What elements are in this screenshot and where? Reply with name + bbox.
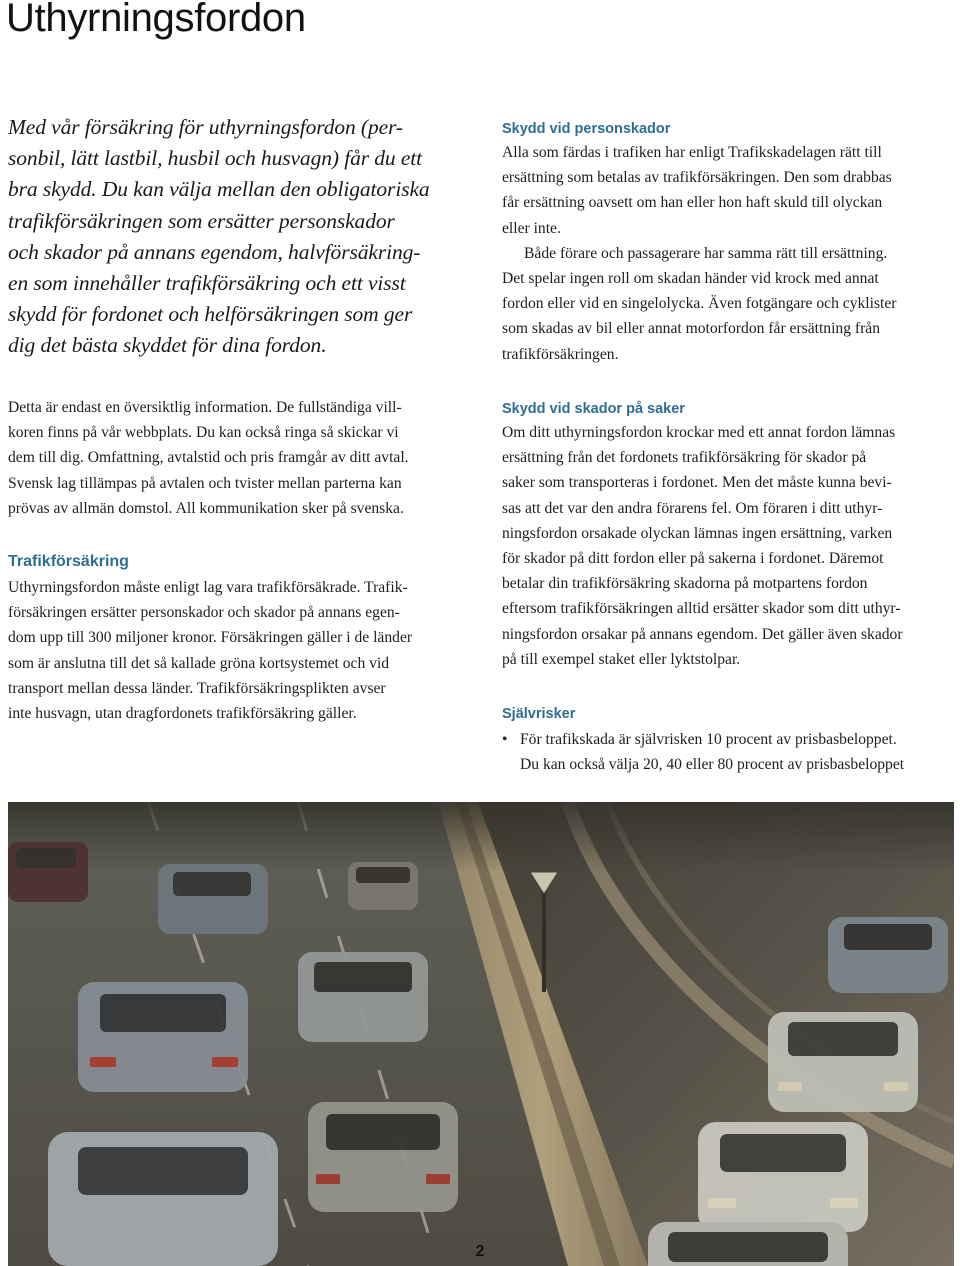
sjalvrisker-heading: Självrisker — [502, 706, 576, 722]
overview-section — [8, 395, 464, 521]
personskador-line: får ersättning oavsett om han eller hon haft skuld till olyckan — [502, 194, 883, 212]
intro-line: dig det bästa skyddet för dina fordon. — [8, 333, 327, 358]
highway-traffic-photo — [8, 802, 954, 1266]
personskador-line: Alla som färdas i trafiken har enligt Trafikskadelagen rätt till — [502, 144, 882, 161]
overview-line: Svensk lag tillämpas på avtalen och tvister mellan parterna kan — [8, 474, 402, 492]
personskador-line: Det spelar ingen roll om skadan händer vid krock med annat — [502, 270, 879, 288]
list-item — [502, 727, 952, 777]
trafik-line: som är anslutna till det så kallade gröna kortsystemet och vid — [8, 654, 390, 672]
page-number: 2 — [475, 1243, 485, 1260]
trafik-line: Uthyrningsfordon måste enligt lag vara trafikförsäkrade. Trafik- — [8, 579, 408, 596]
personskador-line: Både förare och passagerare har samma rätt till ersättning. — [524, 244, 888, 262]
page-title: Uthyrningsfordon — [6, 0, 306, 40]
intro-line: bra skydd. Du kan välja mellan den obligatoriska — [8, 177, 430, 202]
saker-line: eftersom trafikförsäkringen alltid ersätter skador som ditt uthyr- — [502, 600, 901, 618]
personskador-heading: Skydd vid personskador — [502, 121, 671, 137]
trafik-line: dom upp till 300 miljoner kronor. Försäkringen gäller i de länder — [8, 629, 413, 647]
saker-line: Om ditt uthyrningsfordon krockar med ett annat fordon lämnas — [502, 424, 896, 441]
intro-line: Med vår försäkring för uthyrningsfordon (per- — [8, 115, 403, 139]
saker-line: saker som transporteras i fordonet. Men det måste kunna bevi- — [502, 474, 892, 492]
sjalvrisker-section — [502, 703, 952, 777]
saker-line: sas att det var den andra förarens fel. Om föraren i ditt uthyr- — [502, 499, 883, 517]
intro-line: skydd för fordonet och helförsäkringen som ger — [8, 302, 413, 327]
sjalvrisker-list — [502, 727, 952, 777]
personskador-line: som skadas av bil eller annat motorfordon får ersättning från — [502, 320, 881, 338]
saker-section — [502, 398, 952, 672]
trafik-line: inte husvagn, utan dragfordonets trafikförsäkring gäller. — [8, 705, 357, 723]
overview-line: Detta är endast en översiktlig information. De fullständiga vill- — [8, 399, 402, 416]
saker-line: ersättning från det fordonets trafikförsäkring för skador på — [502, 449, 867, 467]
saker-line: på till exempel staket eller lyktstolpar. — [502, 650, 741, 668]
intro-section — [8, 112, 464, 362]
trafik-heading: Trafikförsäkring — [8, 553, 129, 570]
intro-line: sonbil, lätt lastbil, husbil och husvagn) får du ett — [8, 146, 423, 171]
saker-heading: Skydd vid skador på saker — [502, 401, 685, 417]
trafik-line: försäkringen ersätter personskador och skador på annans egen- — [8, 604, 400, 622]
intro-line: och skador på annans egendom, halvförsäkring- — [8, 239, 421, 264]
list-item-text: För trafikskada är självrisken 10 procent av prisbasbeloppet. — [520, 731, 897, 748]
personskador-line: fordon eller vid en singelolycka. Även fotgängare och cyklister — [502, 295, 897, 313]
saker-line: för skador på ditt fordon eller på sakerna i fordonet. Däremot — [502, 550, 884, 568]
intro-line: trafikförsäkringen som ersätter personskador — [8, 208, 395, 233]
trafik-line: transport mellan dessa länder. Trafikförsäkringsplikten avser — [8, 679, 386, 697]
personskador-line: ersättning som betalas av trafikförsäkringen. Den som drabbas — [502, 169, 892, 187]
personskador-line: trafikförsäkringen. — [502, 345, 619, 363]
personskador-section — [502, 118, 952, 367]
overview-line: dem till dig. Omfattning, avtalstid och pris framgår av ditt avtal. — [8, 449, 409, 467]
overview-line: koren finns på vår webbplats. Du kan också ringa så skickar vi — [8, 424, 399, 442]
list-item-text: Du kan också välja 20, 40 eller 80 procent av prisbasbeloppet — [520, 756, 905, 774]
saker-line: ningsfordon orsakade olyckan lämnas ingen ersättning, varken — [502, 524, 893, 542]
saker-line: ningsfordon orsakar på annans egendom. Det gäller även skador — [502, 625, 903, 643]
trafik-section — [8, 550, 464, 726]
saker-line: betalar din trafikförsäkring skadorna på motpartens fordon — [502, 575, 868, 593]
personskador-line: eller inte. — [502, 219, 561, 237]
bullet-icon: • — [502, 731, 508, 748]
intro-line: en som innehåller trafikförsäkring och ett visst — [8, 271, 406, 296]
overview-line: prövas av allmän domstol. All kommunikation sker på svenska. — [8, 499, 404, 517]
